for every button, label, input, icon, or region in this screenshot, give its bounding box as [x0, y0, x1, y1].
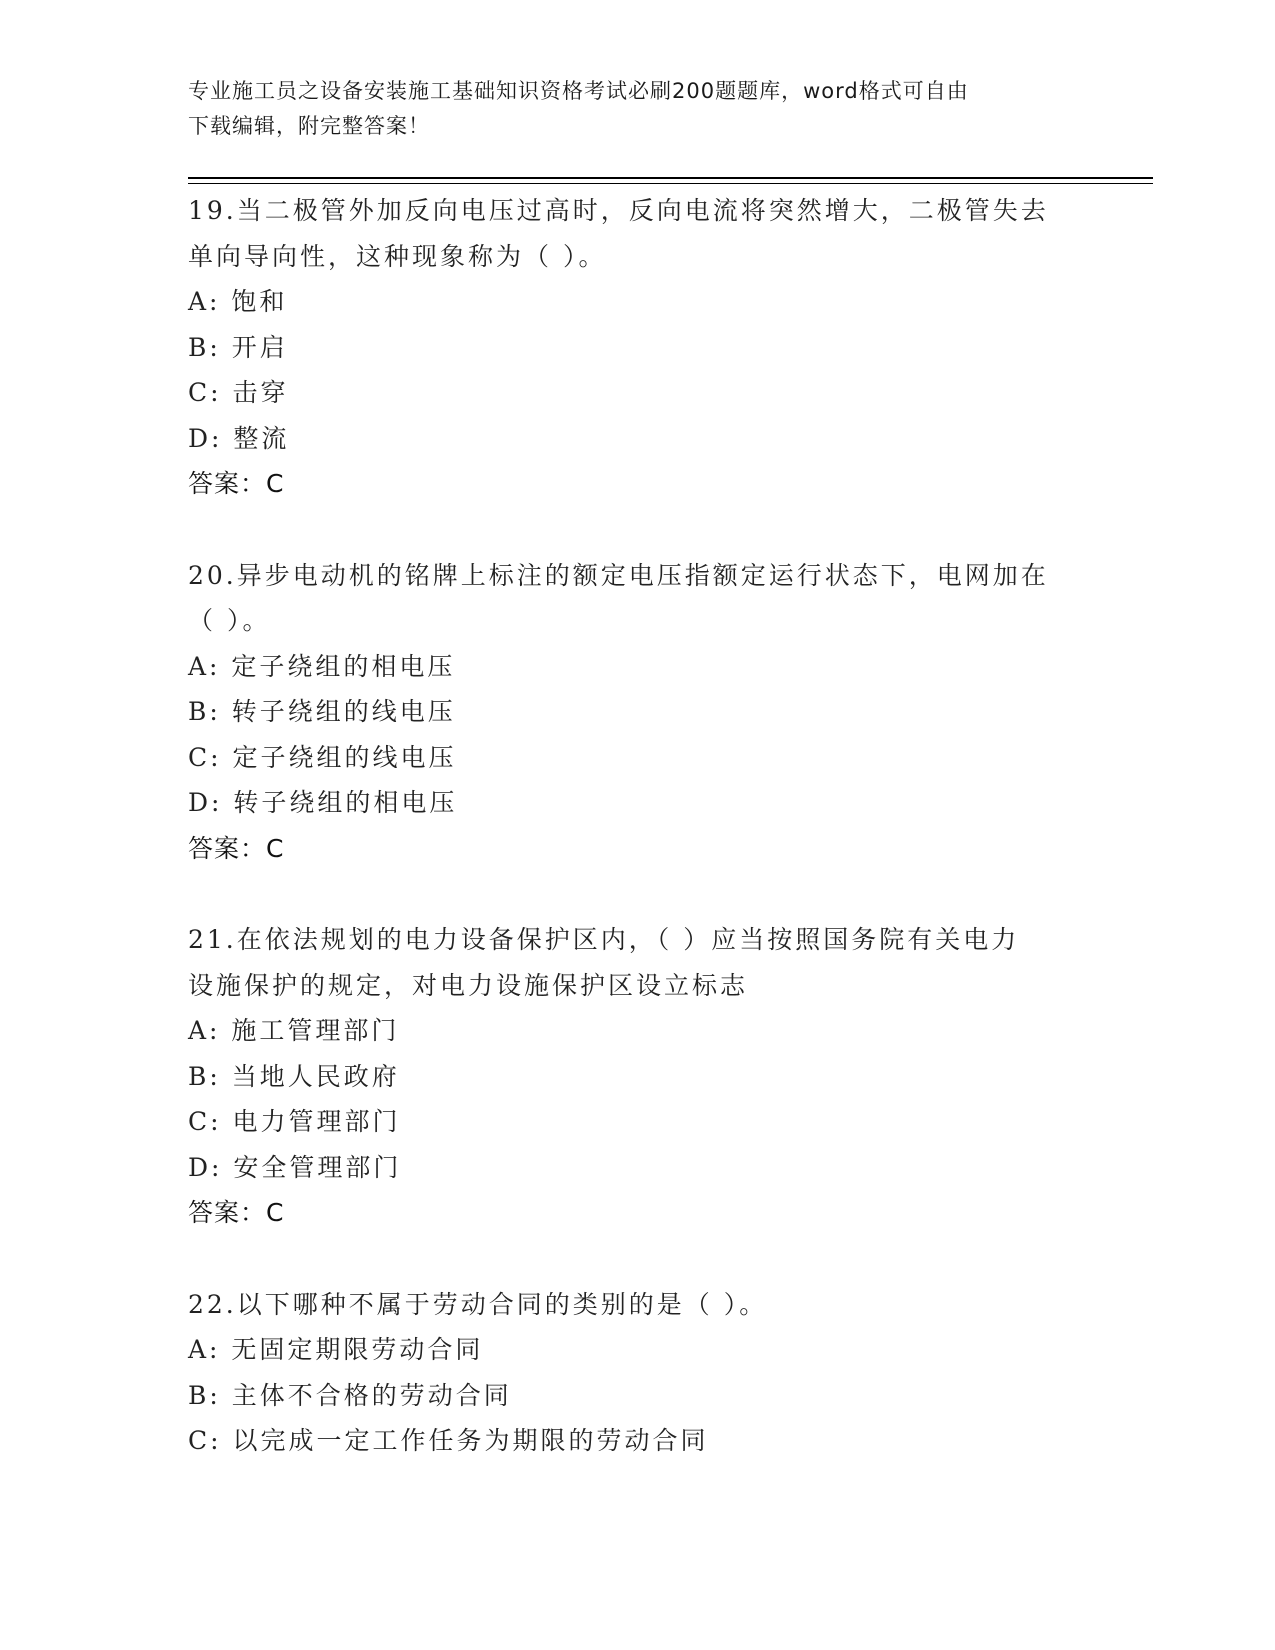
option-b: B: 当地人民政府 — [188, 1061, 400, 1091]
question-stem-line: （ ）。 — [188, 606, 271, 635]
question-stem-line: 22.以下哪种不属于劳动合同的类别的是（ ）。 — [188, 1289, 768, 1319]
option-a: A: 无固定期限劳动合同 — [188, 1335, 484, 1364]
answer-line: 答案：C — [188, 833, 285, 863]
question-20 — [188, 553, 1068, 872]
question-22 — [188, 1282, 1068, 1464]
option-d: D: 安全管理部门 — [188, 1152, 402, 1182]
option-a: A: 饱和 — [188, 287, 288, 316]
option-a: A: 定子绕组的相电压 — [188, 651, 456, 681]
option-d: D: 整流 — [188, 423, 290, 453]
option-c: C: 电力管理部门 — [188, 1107, 401, 1136]
option-b: B: 开启 — [188, 332, 288, 362]
question-list — [188, 188, 1068, 1510]
answer-line: 答案：C — [188, 1198, 285, 1227]
option-c: C: 击穿 — [188, 378, 289, 407]
option-b: B: 主体不合格的劳动合同 — [188, 1380, 512, 1410]
answer-line: 答案：C — [188, 469, 285, 498]
question-stem-line: 21.在依法规划的电力设备保护区内，（ ）应当按照国务院有关电力 — [188, 925, 1020, 954]
option-b: B: 转子绕组的线电压 — [188, 697, 456, 726]
document-header — [188, 74, 1068, 144]
option-c: C: 以完成一定工作任务为期限的劳动合同 — [188, 1426, 709, 1455]
header-divider-thin — [188, 183, 1153, 184]
option-d: D: 转子绕组的相电压 — [188, 788, 458, 817]
option-c: C: 定子绕组的线电压 — [188, 742, 457, 772]
question-stem-line: 20.异步电动机的铭牌上标注的额定电压指额定运行状态下，电网加在 — [188, 560, 1049, 590]
question-stem-line: 设施保护的规定，对电力设施保护区设立标志 — [188, 970, 749, 1000]
question-stem-line: 单向导向性，这种现象称为（ ）。 — [188, 241, 607, 271]
header-line-2: 下载编辑，附完整答案！ — [188, 114, 430, 138]
option-a: A: 施工管理部门 — [188, 1016, 400, 1045]
question-stem-line: 19.当二极管外加反向电压过高时，反向电流将突然增大，二极管失去 — [188, 196, 1049, 225]
question-21 — [188, 917, 1068, 1236]
header-divider-thick — [188, 177, 1153, 179]
question-19 — [188, 188, 1068, 507]
header-line-1: 专业施工员之设备安装施工基础知识资格考试必刷200题题库，word格式可自由 — [188, 79, 969, 103]
